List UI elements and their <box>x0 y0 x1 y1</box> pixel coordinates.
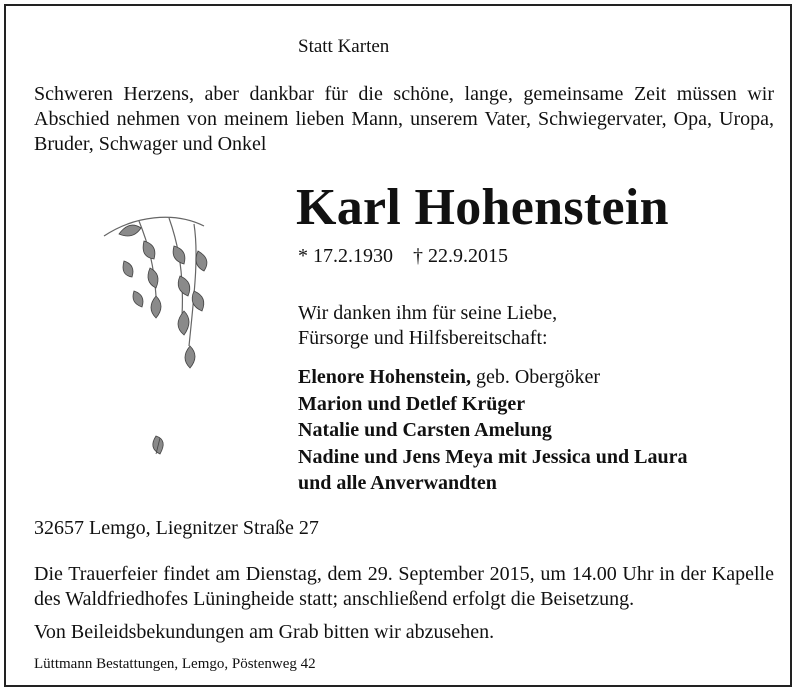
birth-date: * 17.2.1930 <box>298 245 393 267</box>
obituary-card <box>4 4 792 687</box>
mourner-line: Marion und Detlef Krüger <box>298 392 526 415</box>
mourners-list <box>298 364 758 497</box>
ceremony-text: Die Trauerfeier findet am Dienstag, dem 29. September 2015, um 14.00 Uhr in der Kapelle des Waldfriedhofes Lüningheide statt; anschließend erfolgt die Beisetzung. <box>34 563 774 610</box>
mourner-name: Elenore Hohenstein, <box>298 366 471 388</box>
thanks-text <box>298 301 598 351</box>
undertaker-info: Lüttmann Bestattungen, Lemgo, Pöstenweg 42 <box>34 656 316 672</box>
deceased-name: Karl Hohenstein <box>296 179 669 236</box>
mourner-maiden-name: geb. Obergöker <box>470 366 601 388</box>
mourner-line: Natalie und Carsten Amelung <box>298 419 552 441</box>
life-dates <box>298 244 508 269</box>
mourner-line: Nadine und Jens Meya mit Jessica und Laura <box>298 445 688 468</box>
statt-karten-heading: Statt Karten <box>298 36 390 57</box>
thanks-line: Wir danken ihm für seine Liebe, <box>298 302 558 324</box>
address: 32657 Lemgo, Liegnitzer Straße 27 <box>34 517 319 539</box>
condolences-note: Von Beileidsbekundungen am Grab bitten wir abzusehen. <box>34 621 495 643</box>
thanks-line: Fürsorge und Hilfsbereitschaft: <box>298 327 548 349</box>
mourner-line <box>298 364 758 391</box>
birch-branch-icon <box>94 206 234 476</box>
intro-text: Schweren Herzens, aber dankbar für die schöne, lange, gemeinsame Zeit müssen wir Abschied nehmen von meinem lieben Mann, unserem Vater, Schwiegervater, Opa, Uropa, Bruder, Schwager und Onkel <box>34 83 774 155</box>
death-date: † 22.9.2015 <box>413 245 508 267</box>
mourner-line: und alle Anverwandten <box>298 472 497 494</box>
